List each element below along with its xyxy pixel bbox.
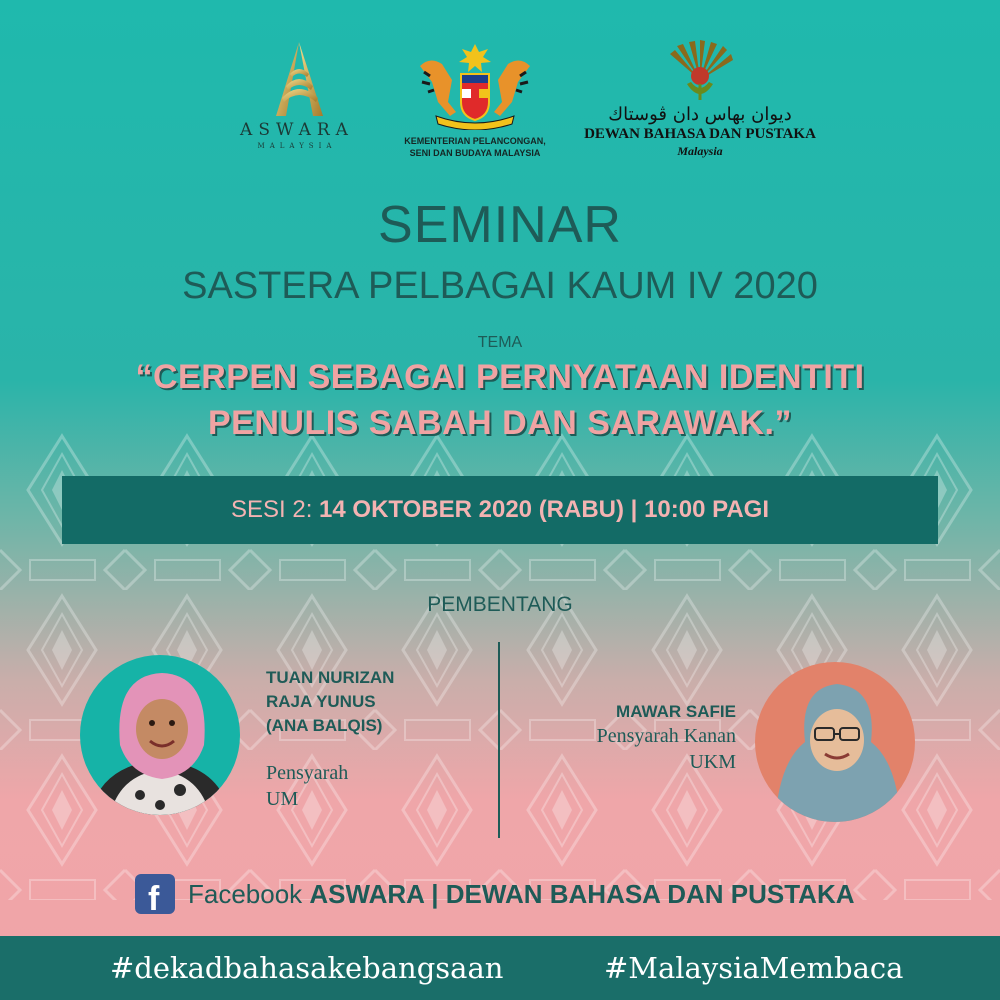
facebook-page-aswara: ASWARA	[309, 879, 424, 909]
session-separator: |	[624, 496, 645, 523]
kementerian-logo-text	[390, 135, 560, 159]
speaker-1-name-line-1: TUAN NURIZAN	[266, 668, 395, 687]
facebook-text	[188, 872, 855, 916]
kementerian-line-2: SENI DAN BUDAYA MALAYSIA	[409, 148, 541, 158]
speaker-divider	[498, 642, 500, 838]
dbp-logo-text: DEWAN BAHASA DAN PUSTAKA	[584, 126, 816, 142]
aswara-logo-text: ASWARA	[240, 120, 354, 140]
footer-bar	[0, 936, 1000, 1000]
aswara-logo	[222, 40, 372, 150]
page-title: SEMINAR	[378, 196, 622, 254]
dbp-emblem-icon	[665, 40, 735, 102]
aswara-emblem-icon	[272, 40, 327, 118]
hashtag-2: #MalaysiaMembaca	[604, 951, 904, 985]
session-banner	[62, 476, 938, 544]
facebook-row	[0, 872, 1000, 916]
speaker-2-portrait-icon	[755, 662, 915, 822]
speaker-1-org: UM	[266, 788, 299, 810]
speaker-2-avatar	[755, 662, 915, 822]
dbp-jawi-text: ديوان بهاس دان ڤوستاك	[608, 104, 792, 125]
theme-line-2: PENULIS SABAH DAN SARAWAK.”	[208, 404, 792, 442]
dbp-logo	[575, 40, 825, 158]
tema-label: TEMA	[477, 334, 523, 351]
facebook-page-dbp: DEWAN BAHASA DAN PUSTAKA	[445, 879, 855, 909]
dbp-logo-subtext: Malaysia	[677, 144, 723, 158]
session-time: 10:00 PAGI	[644, 496, 770, 523]
speaker-2-name: MAWAR SAFIE	[616, 702, 736, 721]
speaker-1-title: Pensyarah	[266, 762, 349, 784]
kementerian-line-1: KEMENTERIAN PELANCONGAN,	[404, 136, 546, 146]
aswara-logo-subtext: MALAYSIA	[257, 142, 337, 150]
hashtag-1: #dekadbahasakebangsaan	[110, 951, 504, 985]
page-subtitle: SASTERA PELBAGAI KAUM IV 2020	[182, 265, 818, 307]
facebook-prefix: Facebook	[188, 879, 310, 909]
speaker-1-avatar	[80, 655, 240, 815]
malaysia-coat-of-arms-icon	[412, 42, 538, 130]
theme-line-1: “CERPEN SEBAGAI PERNYATAAN IDENTITI	[135, 358, 865, 396]
speaker-1-name	[266, 666, 394, 738]
speaker-1-name-line-3: (ANA BALQIS)	[266, 716, 383, 735]
speaker-1-name-line-2: RAJA YUNUS	[266, 692, 376, 711]
session-label: SESI 2:	[230, 496, 320, 523]
session-text	[62, 476, 938, 544]
speaker-1-portrait-icon	[80, 655, 240, 815]
speaker-2-title: Pensyarah Kanan	[596, 725, 736, 747]
speaker-2-role	[597, 723, 736, 775]
session-date: 14 OKTOBER 2020 (RABU)	[319, 496, 624, 523]
pembentang-heading: PEMBENTANG	[427, 593, 573, 616]
facebook-icon: f	[135, 874, 175, 914]
facebook-separator: |	[424, 879, 446, 909]
speaker-2-org: UKM	[689, 751, 736, 773]
kementerian-logo	[390, 42, 560, 162]
speaker-1-role	[266, 760, 348, 812]
